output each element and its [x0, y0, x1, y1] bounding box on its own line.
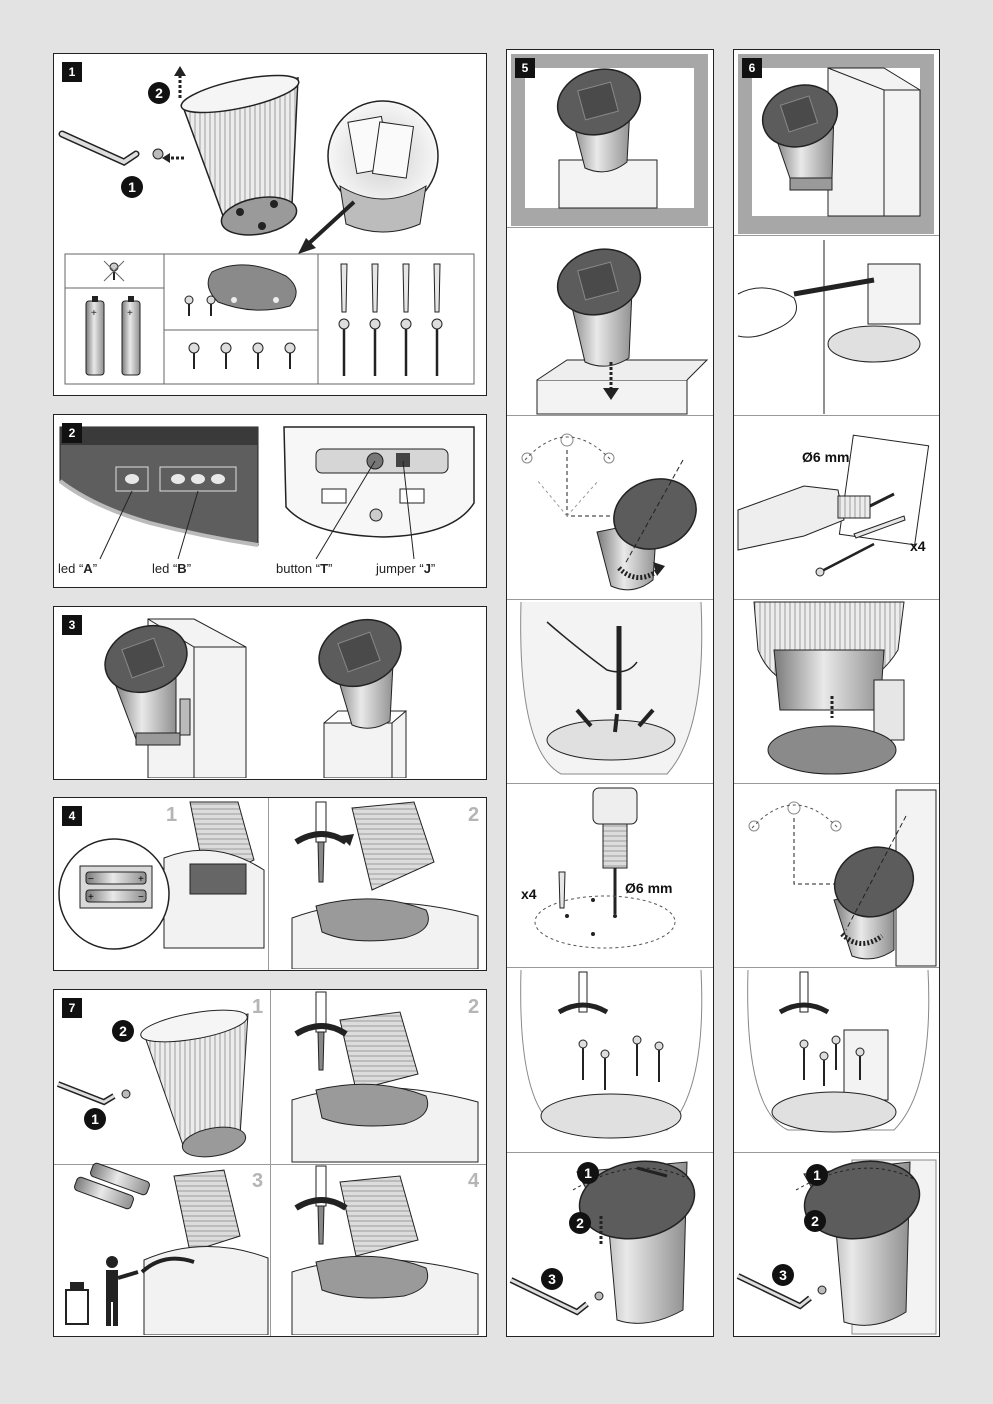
- button-t-label: button “T”: [276, 561, 333, 576]
- step-marker-2: 2: [569, 1212, 591, 1234]
- svg-text:+: +: [88, 892, 94, 903]
- step-7-panel: [53, 989, 487, 1337]
- step-4-panel: [53, 797, 487, 971]
- svg-text:+: +: [91, 308, 97, 319]
- substep-number: 1: [252, 996, 264, 1018]
- screw-icon: [153, 149, 163, 159]
- step-1-panel: [53, 53, 487, 396]
- svg-text:+: +: [127, 308, 133, 319]
- drill-size-label: Ø6 mm: [802, 449, 850, 465]
- allen-key-icon: [62, 134, 136, 162]
- mounting-options-illustration: [54, 607, 485, 778]
- step-number-badge: 6: [742, 58, 762, 78]
- step-3-panel: [53, 606, 487, 780]
- step-number-badge: 1: [62, 62, 82, 82]
- step-marker-1: 1: [806, 1164, 828, 1186]
- substep-number: 4: [468, 1170, 480, 1192]
- step-6-panel: [733, 49, 940, 1337]
- screwdriver-icon: [316, 802, 326, 882]
- sun-icon: [522, 434, 614, 463]
- lamp-disassembly-illustration: [54, 54, 485, 394]
- post-mounting-illustration: [507, 50, 712, 1335]
- step-marker-3: 3: [541, 1268, 563, 1290]
- step-marker-1: 1: [577, 1162, 599, 1184]
- pencil-icon: [794, 280, 874, 294]
- step-2-panel: [53, 414, 487, 588]
- svg-text:−: −: [138, 892, 144, 903]
- step-marker-3: 3: [772, 1264, 794, 1286]
- step-marker-2: 2: [804, 1210, 826, 1232]
- wall-plug-icon: [559, 872, 565, 908]
- substep-number: 2: [468, 996, 480, 1018]
- substep-number: 2: [468, 804, 480, 826]
- jumper-j-label: jumper “J”: [376, 561, 436, 576]
- step-number-badge: 4: [62, 806, 82, 826]
- svg-text:−: −: [88, 874, 94, 885]
- led-a-label: led “A”: [58, 561, 98, 576]
- drill-size-label: Ø6 mm: [625, 880, 673, 896]
- battery-icon: [73, 1162, 150, 1210]
- step-number-badge: 3: [62, 615, 82, 635]
- svg-text:+: +: [138, 874, 144, 885]
- step-marker-1: 1: [84, 1108, 106, 1130]
- substep-number: 3: [252, 1170, 264, 1192]
- step-5-panel: [506, 49, 714, 1337]
- sun-icon: [749, 802, 841, 831]
- battery-insertion-illustration: [54, 798, 485, 969]
- step-number-badge: 2: [62, 423, 82, 443]
- substep-number: 1: [166, 804, 178, 826]
- step-marker-2: 2: [112, 1020, 134, 1042]
- recycle-bin-icon: [66, 1256, 138, 1326]
- step-marker-2: 2: [148, 82, 170, 104]
- step-number-badge: 7: [62, 998, 82, 1018]
- led-b-label: led “B”: [152, 561, 192, 576]
- plug-count-label: x4: [521, 886, 537, 902]
- wall-mounting-illustration: [734, 50, 938, 1335]
- battery-replacement-illustration: [54, 990, 485, 1335]
- plug-count-label: x4: [910, 538, 926, 554]
- step-marker-1: 1: [121, 176, 143, 198]
- step-number-badge: 5: [515, 58, 535, 78]
